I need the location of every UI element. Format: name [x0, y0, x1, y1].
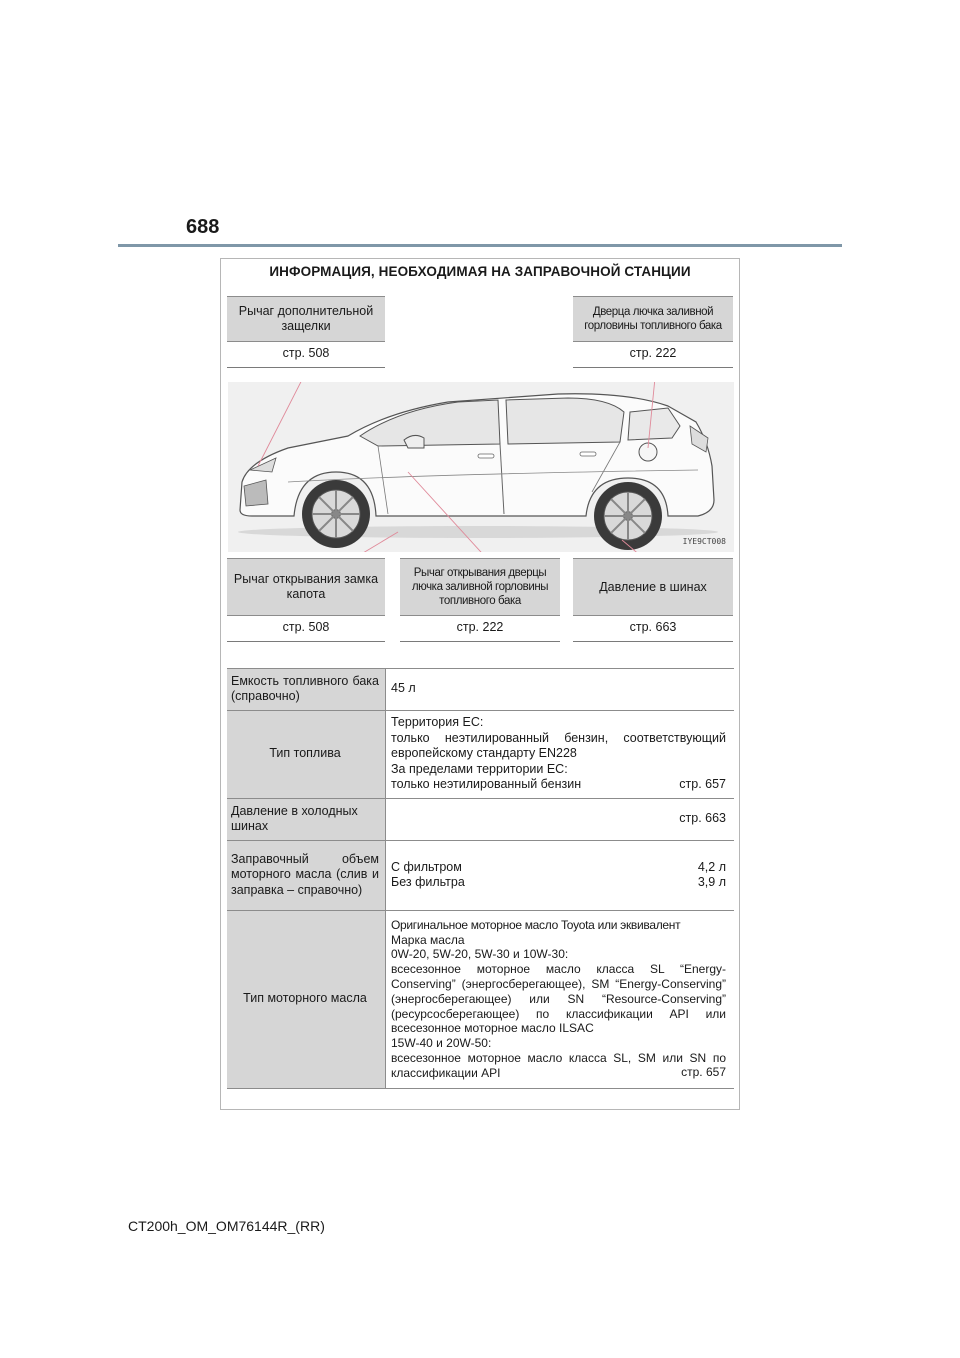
- pageref-tire-pressure[interactable]: стр. 663: [573, 620, 733, 642]
- oil-type-line: Оригинальное моторное масло Toyota или эквивалент: [391, 917, 681, 932]
- spec-value-fuel-type: [386, 711, 735, 799]
- rear-wheel: [594, 482, 662, 550]
- page-number: 688: [186, 216, 220, 238]
- spec-value-oil-type: [386, 911, 735, 1089]
- pageref-hood-lever[interactable]: стр. 508: [227, 620, 385, 642]
- oil-capacity-line: [391, 875, 726, 891]
- spec-label-fuel-type: Тип топлива: [227, 711, 386, 799]
- fuel-type-text: только неэтилированный бензин: [391, 777, 582, 792]
- oil-with-filter-value: 4,2 л: [697, 859, 726, 874]
- pageref-fuel-door-lever[interactable]: стр. 222: [400, 620, 560, 642]
- oil-capacity-line: [391, 860, 726, 876]
- fuel-type-line: За пределами территории ЕС:: [391, 761, 568, 776]
- oil-without-filter-value: 3,9 л: [697, 875, 726, 889]
- table-row: [227, 711, 734, 799]
- callout-aux-latch-label: Рычаг дополнительной защелки: [238, 304, 374, 333]
- oil-type-line: 0W-20, 5W-20, 5W-30 и 10W-30:: [391, 947, 569, 962]
- spec-value-oil-capacity: [386, 841, 735, 911]
- fuel-type-pageref[interactable]: стр. 657: [679, 777, 726, 792]
- callout-tire-pressure: [573, 558, 733, 616]
- spec-label-tire-pressure: Давление в холодных шинах: [227, 799, 386, 841]
- fuel-type-line: только неэтилированный бензин, соответствующий европейскому стандарту EN228: [391, 730, 726, 761]
- callout-fuel-door-label: Дверца лючка заливной горловины топливного бака: [584, 306, 722, 332]
- spec-label-oil-capacity: Заправочный объем моторного масла (слив и заправка – справочно): [227, 841, 386, 911]
- spec-table: [227, 668, 734, 1089]
- spec-value-fuel-capacity: 45 л: [386, 669, 735, 711]
- footer-document-code: CT200h_OM_OM76144R_(RR): [128, 1218, 325, 1234]
- spec-label-fuel-capacity: Емкость топливного бака (справочно): [227, 669, 386, 711]
- callout-fuel-door-lever-label: Рычаг открывания дверцы лючка заливной горловины топливного бака: [411, 567, 549, 607]
- header-rule: [118, 244, 842, 247]
- oil-type-pageref[interactable]: стр. 657: [681, 1065, 726, 1080]
- oil-type-line: Марка масла: [391, 932, 465, 947]
- pageref-aux-latch[interactable]: стр. 508: [227, 346, 385, 368]
- oil-without-filter-label: Без фильтра: [391, 875, 465, 889]
- car-illustration: [228, 382, 734, 552]
- spec-label-oil-type: Тип моторного масла: [227, 911, 386, 1089]
- image-code: IYE9CT008: [682, 537, 726, 546]
- callout-hood-lever-label: Рычаг открывания замка капота: [233, 572, 379, 601]
- callout-fuel-door: [573, 296, 733, 342]
- fuel-type-line: [391, 777, 726, 793]
- callout-tire-pressure-label: Давление в шинах: [599, 579, 707, 594]
- oil-type-text: всесезонное моторное масло класса SL, SM или SN по классификации API: [391, 1050, 726, 1080]
- section-title: ИНФОРМАЦИЯ, НЕОБХОДИМАЯ НА ЗАПРАВОЧНОЙ СТАНЦИИ: [269, 264, 691, 279]
- oil-with-filter-label: С фильтром: [391, 859, 462, 874]
- oil-type-line: всесезонное моторное масло класса SL “Energy-Conserving” (энергосберегающее), SM “Energy-Conserving” (энергосберегающее) или SN “Resource-Conserving” (ресурсосберегающее) по классификации API или всесезонное моторное масло ILSAC: [391, 962, 726, 1036]
- spec-value-tire-pressure[interactable]: стр. 663: [386, 799, 735, 841]
- table-row: [227, 841, 734, 911]
- callout-aux-latch: [227, 296, 385, 342]
- pageref-fuel-door[interactable]: стр. 222: [573, 346, 733, 368]
- oil-type-line: 15W-40 и 20W-50:: [391, 1036, 492, 1051]
- table-row: [227, 799, 734, 841]
- table-row: [227, 911, 734, 1089]
- front-wheel: [302, 480, 370, 548]
- car-side-view-drawing: [228, 382, 734, 552]
- callout-fuel-door-lever: [400, 558, 560, 616]
- callout-hood-lever: [227, 558, 385, 616]
- table-row: [227, 669, 734, 711]
- fuel-type-line: Территория ЕС:: [391, 715, 484, 730]
